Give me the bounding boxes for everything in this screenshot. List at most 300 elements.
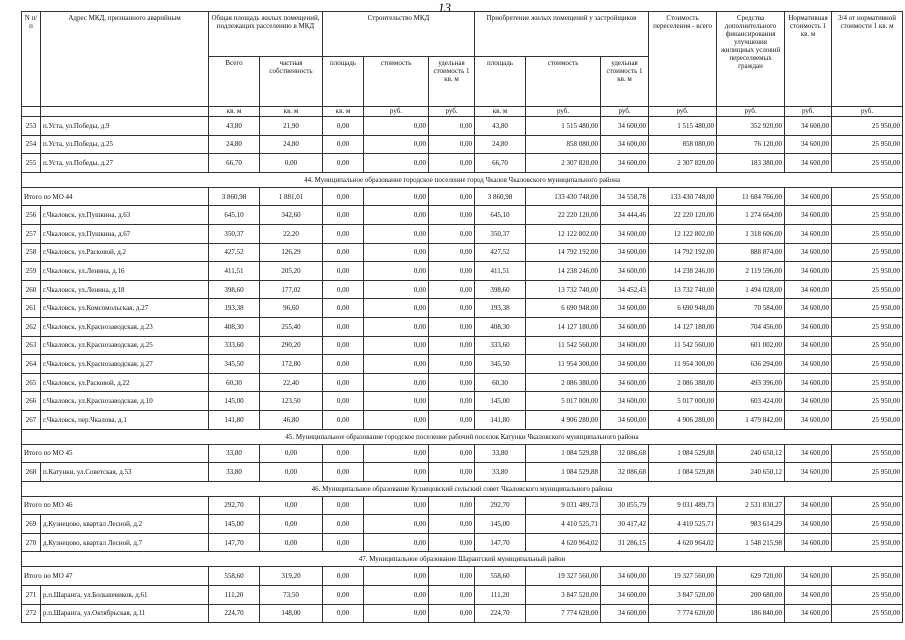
value-cell: 34 600,00 (785, 444, 832, 463)
row-address: г.Чкаловск, ул.Пушкина, д.67 (41, 224, 209, 243)
value-cell: 34 600,00 (785, 604, 832, 623)
row-number: 267 (22, 410, 41, 429)
value-cell: 141,80 (209, 410, 260, 429)
value-cell: 66,70 (209, 154, 260, 173)
value-cell: 9 031 489,73 (526, 496, 601, 515)
value-cell: 2 086 380,00 (526, 373, 601, 392)
value-cell: 0,00 (364, 280, 429, 299)
row-address: п.Уста, ул.Победы, д.25 (41, 135, 209, 154)
value-cell: 2 531 830,27 (717, 496, 785, 515)
value-cell: 224,70 (475, 604, 526, 623)
value-cell: 19 327 560,00 (526, 567, 601, 586)
value-cell: 224,70 (209, 604, 260, 623)
value-cell: 427,52 (209, 243, 260, 262)
row-number: 270 (22, 533, 41, 552)
value-cell: 0,00 (364, 154, 429, 173)
subtotal-row (22, 496, 903, 515)
value-cell: 70 584,00 (717, 299, 785, 318)
value-cell: 345,50 (475, 355, 526, 374)
value-cell: 148,00 (260, 604, 323, 623)
row-number: 259 (22, 262, 41, 281)
value-cell: 603 424,00 (717, 392, 785, 411)
value-cell: 0,00 (364, 586, 429, 605)
table-row (22, 410, 903, 429)
value-cell: 0,00 (260, 496, 323, 515)
value-cell: 0,00 (429, 243, 475, 262)
row-address: д.Кузнецово, квартал Лесной, д.2 (41, 515, 209, 534)
value-cell: 183 380,00 (717, 154, 785, 173)
value-cell: 0,00 (429, 373, 475, 392)
value-cell: 34 600,00 (785, 496, 832, 515)
value-cell: 493 396,00 (717, 373, 785, 392)
value-cell: 32 086,68 (601, 463, 649, 482)
value-cell: 0,00 (323, 533, 364, 552)
value-cell: 34 600,00 (785, 336, 832, 355)
value-cell: 645,10 (209, 206, 260, 225)
value-cell: 33,80 (475, 444, 526, 463)
section-heading-row (22, 172, 903, 187)
value-cell: 1 494 028,00 (717, 280, 785, 299)
value-cell: 0,00 (364, 336, 429, 355)
col-norm-cost: Нормативная стоимость 1 кв. м (785, 12, 832, 107)
value-cell: 34 444,46 (601, 206, 649, 225)
col-construction: Строительство МКД (323, 12, 475, 57)
value-cell: 0,00 (364, 117, 429, 136)
value-cell: 34 600,00 (601, 224, 649, 243)
col-total-area: Общая площадь жилых помещений, подлежащих расселению в МКД (209, 12, 323, 57)
row-address: п.Уста, ул.Победы, д.27 (41, 154, 209, 173)
row-number: 255 (22, 154, 41, 173)
value-cell: 0,00 (364, 463, 429, 482)
value-cell: 24,80 (475, 135, 526, 154)
value-cell: 22,20 (260, 224, 323, 243)
value-cell: 34 600,00 (601, 604, 649, 623)
row-address: г.Чкаловск, ул.Пушкина, д.63 (41, 206, 209, 225)
value-cell: 147,70 (475, 533, 526, 552)
value-cell: 34 600,00 (785, 224, 832, 243)
table-row (22, 154, 903, 173)
value-cell: 0,00 (323, 515, 364, 534)
value-cell: 0,00 (429, 206, 475, 225)
value-cell: 0,00 (323, 586, 364, 605)
value-cell: 0,00 (429, 410, 475, 429)
value-cell: 601 002,00 (717, 336, 785, 355)
row-address: г.Чкаловск, ул.Краснозаводская, д.23 (41, 317, 209, 336)
value-cell: 126,29 (260, 243, 323, 262)
row-number: 262 (22, 317, 41, 336)
value-cell: 0,00 (323, 355, 364, 374)
value-cell: 888 874,00 (717, 243, 785, 262)
row-address: г.Чкаловск, ул.Краснозаводская, д.27 (41, 355, 209, 374)
value-cell: 22 220 120,00 (526, 206, 601, 225)
value-cell: 0,00 (323, 496, 364, 515)
value-cell: 186 840,00 (717, 604, 785, 623)
sub-area: площадь (323, 57, 364, 107)
value-cell: 629 720,00 (717, 567, 785, 586)
section-title: 45. Муниципальное образование городское поселение рабочий поселок Катунки Чкаловского муниципального района (22, 429, 903, 444)
value-cell: 25 950,00 (832, 262, 903, 281)
value-cell: 0,00 (364, 496, 429, 515)
value-cell: 34 600,00 (785, 586, 832, 605)
value-cell: 25 950,00 (832, 444, 903, 463)
value-cell: 34 600,00 (785, 299, 832, 318)
value-cell: 34 600,00 (785, 135, 832, 154)
value-cell: 123,50 (260, 392, 323, 411)
value-cell: 30 855,79 (601, 496, 649, 515)
value-cell: 25 950,00 (832, 373, 903, 392)
value-cell: 24,80 (260, 135, 323, 154)
value-cell: 411,51 (475, 262, 526, 281)
value-cell: 704 456,00 (717, 317, 785, 336)
value-cell: 25 950,00 (832, 224, 903, 243)
unit-rub: руб. (649, 107, 717, 117)
value-cell: 33,80 (209, 444, 260, 463)
value-cell: 0,00 (364, 243, 429, 262)
value-cell: 34 600,00 (601, 317, 649, 336)
value-cell: 398,60 (475, 280, 526, 299)
value-cell: 0,00 (429, 567, 475, 586)
value-cell: 5 017 000,00 (526, 392, 601, 411)
value-cell: 141,80 (475, 410, 526, 429)
unit-rub: руб. (785, 107, 832, 117)
value-cell: 25 950,00 (832, 567, 903, 586)
value-cell: 0,00 (364, 355, 429, 374)
value-cell: 34 600,00 (601, 373, 649, 392)
value-cell: 111,20 (475, 586, 526, 605)
value-cell: 30 417,42 (601, 515, 649, 534)
value-cell: 25 950,00 (832, 154, 903, 173)
row-address: г.Чкаловск, ул.Краснозаводская, д.25 (41, 336, 209, 355)
value-cell: 0,00 (323, 444, 364, 463)
value-cell: 0,00 (364, 567, 429, 586)
value-cell: 0,00 (260, 515, 323, 534)
value-cell: 0,00 (323, 117, 364, 136)
col-address: Адрес МКД, признанного аварийным (41, 12, 209, 107)
row-address: г.Чкаловск, ул.Комсомольская, д.27 (41, 299, 209, 318)
value-cell: 0,00 (429, 154, 475, 173)
value-cell: 14 127 180,00 (526, 317, 601, 336)
row-number: 260 (22, 280, 41, 299)
value-cell: 11 954 300,00 (526, 355, 601, 374)
value-cell: 350,37 (209, 224, 260, 243)
value-cell: 345,50 (209, 355, 260, 374)
value-cell: 0,00 (429, 187, 475, 206)
value-cell: 34 600,00 (601, 410, 649, 429)
value-cell: 34 600,00 (601, 355, 649, 374)
value-cell: 34 600,00 (601, 243, 649, 262)
value-cell: 0,00 (364, 187, 429, 206)
value-cell: 398,60 (209, 280, 260, 299)
value-cell: 0,00 (429, 299, 475, 318)
row-number: 264 (22, 355, 41, 374)
value-cell: 2 307 820,00 (526, 154, 601, 173)
value-cell: 34 600,00 (601, 262, 649, 281)
value-cell: 14 238 246,00 (526, 262, 601, 281)
value-cell: 858 080,00 (649, 135, 717, 154)
value-cell: 0,00 (323, 187, 364, 206)
value-cell: 14 127 180,00 (649, 317, 717, 336)
value-cell: 0,00 (364, 410, 429, 429)
value-cell: 34 600,00 (785, 187, 832, 206)
unit-rub: руб. (601, 107, 649, 117)
value-cell: 0,00 (364, 206, 429, 225)
unit-m2: кв. м (209, 107, 260, 117)
value-cell: 0,00 (323, 317, 364, 336)
value-cell: 0,00 (323, 224, 364, 243)
value-cell: 34 600,00 (601, 586, 649, 605)
value-cell: 25 950,00 (832, 187, 903, 206)
value-cell: 1 274 664,00 (717, 206, 785, 225)
value-cell: 14 792 192,00 (649, 243, 717, 262)
value-cell: 0,00 (429, 355, 475, 374)
subtotal-row (22, 187, 903, 206)
value-cell: 0,00 (429, 280, 475, 299)
col-additional-funds: Средства дополнительного финансирования улучшения жилищных условий переселяемых граждан (717, 12, 785, 107)
table-body (22, 117, 903, 623)
row-number: 257 (22, 224, 41, 243)
row-number: 272 (22, 604, 41, 623)
value-cell: 60,30 (209, 373, 260, 392)
value-cell: 0,00 (323, 154, 364, 173)
value-cell: 60,30 (475, 373, 526, 392)
value-cell: 1 084 529,88 (649, 463, 717, 482)
value-cell: 66,70 (475, 154, 526, 173)
value-cell: 34 600,00 (601, 392, 649, 411)
table-row (22, 117, 903, 136)
value-cell: 34 600,00 (785, 355, 832, 374)
value-cell: 2 307 820,00 (649, 154, 717, 173)
value-cell: 4 620 964,02 (526, 533, 601, 552)
value-cell: 205,20 (260, 262, 323, 281)
value-cell: 76 120,00 (717, 135, 785, 154)
value-cell: 0,00 (323, 410, 364, 429)
row-address: р.п.Шаранга, ул.Большевиков, д.61 (41, 586, 209, 605)
row-address: п.Катунки, ул.Советская, д.53 (41, 463, 209, 482)
value-cell: 3 860,98 (209, 187, 260, 206)
value-cell: 240 650,12 (717, 444, 785, 463)
value-cell: 25 950,00 (832, 463, 903, 482)
table-row (22, 317, 903, 336)
value-cell: 32 086,68 (601, 444, 649, 463)
value-cell: 25 950,00 (832, 336, 903, 355)
table-row (22, 224, 903, 243)
unit-cell (41, 107, 209, 117)
row-number: 256 (22, 206, 41, 225)
row-address: г.Чкаловск, ул.Ленина, д.16 (41, 262, 209, 281)
value-cell: 0,00 (429, 336, 475, 355)
value-cell: 34 600,00 (785, 515, 832, 534)
value-cell: 645,10 (475, 206, 526, 225)
sub-private: частная собственность (260, 57, 323, 107)
value-cell: 73,50 (260, 586, 323, 605)
value-cell: 0,00 (323, 280, 364, 299)
value-cell: 0,00 (429, 392, 475, 411)
value-cell: 4 906 280,00 (649, 410, 717, 429)
subtotal-label: Итого по МО 46 (22, 496, 209, 515)
value-cell: 1 881,01 (260, 187, 323, 206)
value-cell: 0,00 (429, 262, 475, 281)
value-cell: 34 600,00 (785, 567, 832, 586)
row-address: г.Чкаловск, ул.Краснозаводская, д.10 (41, 392, 209, 411)
value-cell: 34 600,00 (601, 135, 649, 154)
unit-rub: руб. (429, 107, 475, 117)
value-cell: 292,70 (475, 496, 526, 515)
unit-cell (22, 107, 41, 117)
row-number: 268 (22, 463, 41, 482)
value-cell: 0,00 (364, 224, 429, 243)
value-cell: 1 515 480,00 (649, 117, 717, 136)
value-cell: 34 600,00 (785, 243, 832, 262)
value-cell: 34 600,00 (601, 117, 649, 136)
unit-rub: руб. (364, 107, 429, 117)
value-cell: 43,80 (475, 117, 526, 136)
table-row (22, 533, 903, 552)
value-cell: 290,20 (260, 336, 323, 355)
value-cell: 0,00 (429, 117, 475, 136)
value-cell: 24,80 (209, 135, 260, 154)
value-cell: 25 950,00 (832, 117, 903, 136)
value-cell: 1 318 606,00 (717, 224, 785, 243)
col-acquisition: Приобретение жилых помещений у застройщиков (475, 12, 649, 57)
subtotal-row (22, 567, 903, 586)
value-cell: 427,52 (475, 243, 526, 262)
value-cell: 34 558,78 (601, 187, 649, 206)
value-cell: 34 600,00 (785, 280, 832, 299)
value-cell: 34 600,00 (785, 262, 832, 281)
value-cell: 1 084 529,88 (526, 463, 601, 482)
value-cell: 34 600,00 (785, 373, 832, 392)
value-cell: 0,00 (323, 262, 364, 281)
sub-total: Всего (209, 57, 260, 107)
table-row (22, 299, 903, 318)
value-cell: 558,60 (209, 567, 260, 586)
value-cell: 111,20 (209, 586, 260, 605)
section-heading-row (22, 552, 903, 567)
value-cell: 858 080,00 (526, 135, 601, 154)
value-cell: 25 950,00 (832, 280, 903, 299)
sub-cost: стоимость (526, 57, 601, 107)
value-cell: 0,00 (364, 533, 429, 552)
value-cell: 46,80 (260, 410, 323, 429)
value-cell: 350,37 (475, 224, 526, 243)
value-cell: 0,00 (429, 135, 475, 154)
value-cell: 13 732 740,00 (526, 280, 601, 299)
table-row (22, 373, 903, 392)
value-cell: 172,80 (260, 355, 323, 374)
value-cell: 25 950,00 (832, 135, 903, 154)
value-cell: 193,38 (475, 299, 526, 318)
value-cell: 34 600,00 (785, 117, 832, 136)
col-resettlement-cost: Стоимость переселения - всего (649, 12, 717, 107)
value-cell: 12 122 802,00 (649, 224, 717, 243)
value-cell: 408,30 (475, 317, 526, 336)
value-cell: 4 410 525,71 (649, 515, 717, 534)
value-cell: 0,00 (323, 135, 364, 154)
value-cell: 2 086 380,00 (649, 373, 717, 392)
table-row (22, 280, 903, 299)
value-cell: 333,60 (475, 336, 526, 355)
value-cell: 408,30 (209, 317, 260, 336)
value-cell: 983 614,29 (717, 515, 785, 534)
value-cell: 133 430 748,00 (526, 187, 601, 206)
value-cell: 13 732 740,00 (649, 280, 717, 299)
value-cell: 133 430 748,00 (649, 187, 717, 206)
value-cell: 14 238 246,00 (649, 262, 717, 281)
row-number: 263 (22, 336, 41, 355)
value-cell: 9 031 489,73 (649, 496, 717, 515)
value-cell: 145,00 (475, 515, 526, 534)
value-cell: 25 950,00 (832, 410, 903, 429)
value-cell: 31 286,15 (601, 533, 649, 552)
value-cell: 11 684 766,00 (717, 187, 785, 206)
row-address: г.Чкаловск, ул.Расковой, д.22 (41, 373, 209, 392)
value-cell: 25 950,00 (832, 392, 903, 411)
row-address: г.Чкаловск, пер.Чкалова, д.1 (41, 410, 209, 429)
value-cell: 0,00 (429, 496, 475, 515)
value-cell: 34 600,00 (601, 336, 649, 355)
row-number: 261 (22, 299, 41, 318)
value-cell: 292,70 (209, 496, 260, 515)
value-cell: 193,38 (209, 299, 260, 318)
value-cell: 145,00 (209, 392, 260, 411)
table-row (22, 135, 903, 154)
value-cell: 34 600,00 (785, 154, 832, 173)
value-cell: 636 294,00 (717, 355, 785, 374)
housing-resettlement-table (21, 11, 903, 623)
subtotal-label: Итого по МО 45 (22, 444, 209, 463)
value-cell: 2 119 596,00 (717, 262, 785, 281)
row-address: г.Чкаловск, ул.Ленина, д.18 (41, 280, 209, 299)
value-cell: 7 774 620,00 (649, 604, 717, 623)
value-cell: 0,00 (260, 533, 323, 552)
value-cell: 0,00 (323, 373, 364, 392)
page-number: 13 (438, 0, 451, 15)
value-cell: 0,00 (429, 317, 475, 336)
value-cell: 0,00 (364, 515, 429, 534)
value-cell: 145,00 (475, 392, 526, 411)
value-cell: 0,00 (364, 392, 429, 411)
value-cell: 22,40 (260, 373, 323, 392)
row-address: р.п.Шаранга, ул.Октябрьская, д.11 (41, 604, 209, 623)
value-cell: 5 017 000,00 (649, 392, 717, 411)
value-cell: 0,00 (429, 604, 475, 623)
value-cell: 0,00 (429, 586, 475, 605)
value-cell: 319,20 (260, 567, 323, 586)
value-cell: 43,80 (209, 117, 260, 136)
value-cell: 0,00 (323, 567, 364, 586)
value-cell: 352 920,00 (717, 117, 785, 136)
value-cell: 147,70 (209, 533, 260, 552)
value-cell: 1 479 842,00 (717, 410, 785, 429)
table-row (22, 243, 903, 262)
sub-cost: стоимость (364, 57, 429, 107)
section-title: 44. Муниципальное образование городское поселение город Чкалов Чкаловского муниципального района (22, 172, 903, 187)
value-cell: 0,00 (429, 533, 475, 552)
value-cell: 4 620 964,02 (649, 533, 717, 552)
value-cell: 4 410 525,71 (526, 515, 601, 534)
value-cell: 0,00 (364, 135, 429, 154)
value-cell: 0,00 (364, 604, 429, 623)
value-cell: 0,00 (260, 444, 323, 463)
row-number: 258 (22, 243, 41, 262)
table-row (22, 604, 903, 623)
value-cell: 3 847 520,00 (526, 586, 601, 605)
value-cell: 34 452,43 (601, 280, 649, 299)
table-row (22, 336, 903, 355)
value-cell: 0,00 (429, 463, 475, 482)
subtotal-label: Итого по МО 44 (22, 187, 209, 206)
col-num: N п/п (22, 12, 41, 107)
